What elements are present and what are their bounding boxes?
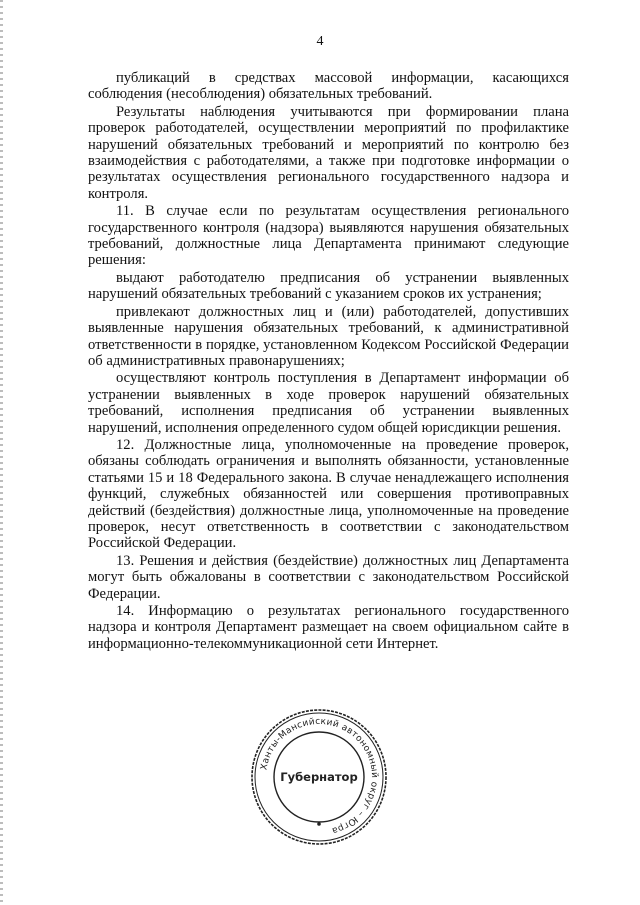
scan-edge-artifact (0, 0, 3, 905)
stamp-center-text: Губернатор (280, 770, 358, 784)
stamp-dot (317, 822, 321, 826)
paragraph-clause-14: 14. Информацию о результатах регионального государственного надзора и контроля Департамент размещает на своем официальном сайте в информационно-телекоммуникационной сети Интернет. (88, 603, 569, 652)
paragraph-monitor-compliance: осуществляют контроль поступления в Департамент информации об устранении выявленных в ходе проверок нарушений обязательных требований, исполнения предписания об устранении выявленных нарушений, исполнения определенного судом общей юрисдикции решения. (88, 370, 569, 436)
governor-seal-stamp (248, 706, 390, 848)
paragraph-liability: привлекают должностных лиц и (или) работодателей, допустивших выявленные нарушения обязательных требований, к административной ответственности в порядке, установленном Кодексом Российской Федерации об административных правонарушениях; (88, 303, 569, 369)
paragraph-clause-11: 11. В случае если по результатам осуществления регионального государственного контроля (надзора) выявляются нарушения обязательных требований, должностные лица Департамента принимают следующие решения: (88, 203, 569, 269)
paragraph-publications: публикаций в средствах массовой информации, касающихся соблюдения (несоблюдения) обязательных требований. (88, 70, 569, 103)
stamp-ring-textpath: Ханты-Мансийский автономный округ – Югра (259, 716, 380, 836)
paragraph-clause-13: 13. Решения и действия (бездействие) должностных лиц Департамента могут быть обжалованы в соответствии с законодательством Российской Федерации. (88, 552, 569, 602)
page-number: 4 (316, 34, 324, 49)
paragraph-issue-orders: выдают работодателю предписания об устранении выявленных нарушений обязательных требований с указанием сроков их устранения; (88, 269, 569, 303)
document-body (88, 70, 569, 652)
paragraph-clause-12: 12. Должностные лица, уполномоченные на проведение проверок, обязаны соблюдать ограничения и выполнять обязанности, установленные статьями 15 и 18 Федерального закона. В случае ненадлежащего исполнения функций, служебных обязанностей или совершения противоправных действий (бездействия) должностные лица, уполномоченные на проведение проверок, несут ответственность в соответствии с законодательством Российской Федерации. (88, 436, 569, 552)
paragraph-observation-results: Результаты наблюдения учитываются при формировании плана проверок работодателей, осуществлении мероприятий по профилактике нарушений обязательных требований и мероприятий по контролю без взаимодействия с работодателями, а также при подготовке информации о результатах осуществления регионального государственного надзора и контроля. (88, 103, 569, 202)
